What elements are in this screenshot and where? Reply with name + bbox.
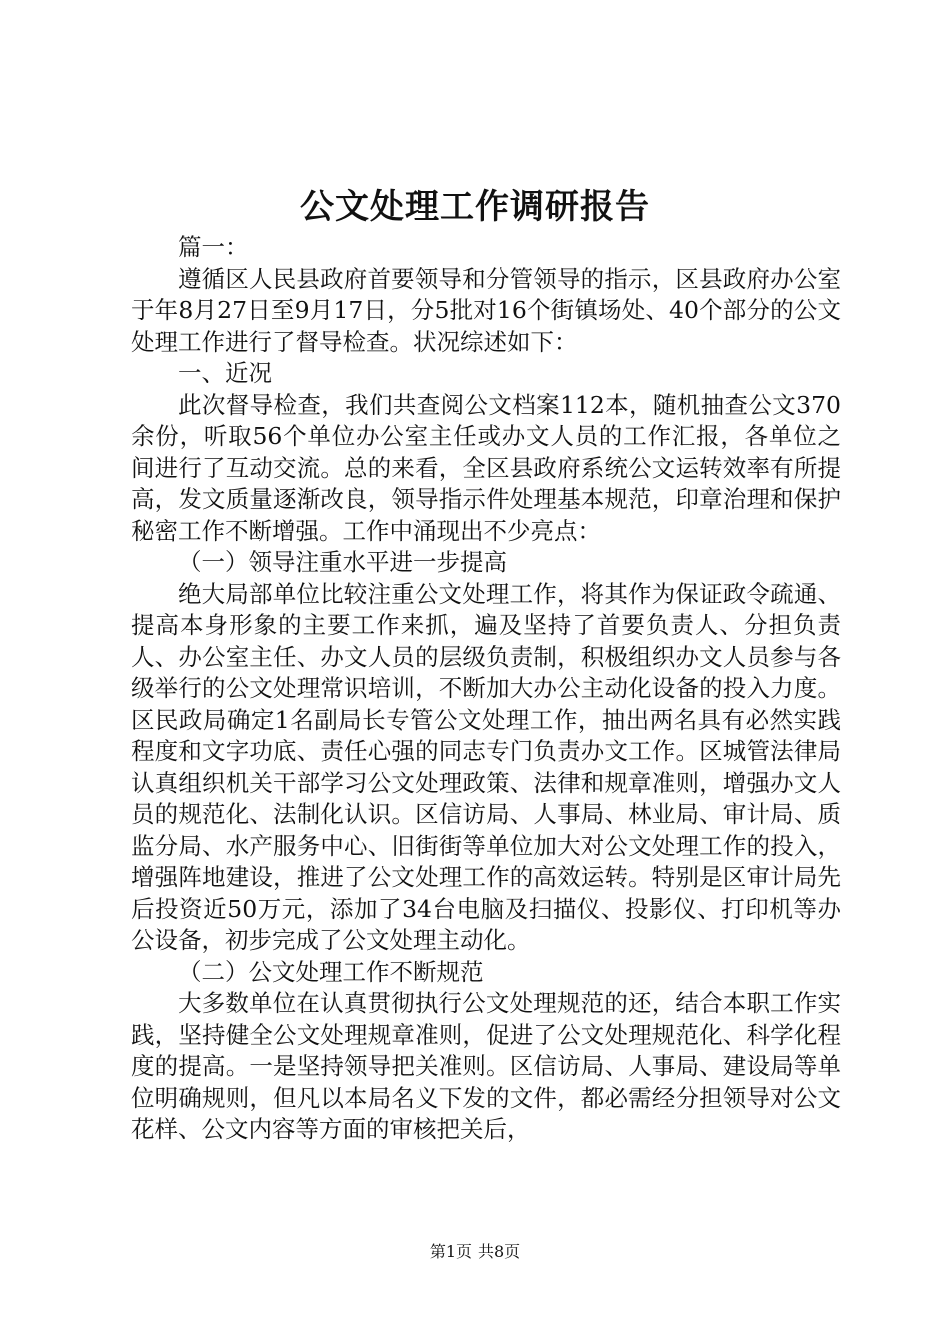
subheading-standardization: （二）公文处理工作不断规范 [178, 957, 484, 986]
paragraph-standardization: 大多数单位在认真贯彻执行公文处理规范的还，结合本职工作实践，坚持健全公文处理规章准则，促进了公文处理规范化、科学化程度的提高。一是坚持领导把关准则。区信访局、人事局、建设局等单位明确规则，但凡以本局名义下发的文件，都必需经分担领导对公文花样、公文内容等方面的审核把关后， [131, 989, 841, 1143]
heading-current-status: 一、近况 [178, 359, 272, 387]
page-total: 共8页 [478, 1242, 521, 1261]
paragraph-inspection-summary: 此次督导检查，我们共查阅公文档案112本，随机抽查公文370余份，听取56个单位办公室主任或办文人员的工作汇报，各单位之间进行了互动交流。总的来看，全区县政府系统公文运转效率有所提高，发文质量逐渐改良，领导指示件处理基本规范，印章治理和保护秘密工作不断增强。工作中涌现出不少亮点： [131, 390, 841, 545]
paragraph-leadership: 绝大局部单位比较注重公文处理工作，将其作为保证政令疏通、提高本身形象的主要工作来抓，遍及坚持了首要负责人、分担负责人、办公室主任、办文人员的层级负责制，积极组织办文人员参与各级举行的公文处理常识培训，不断加大办公主动化设备的投入力度。区民政局确定1名副局长专管公文处理工作，抽出两名具有必然实践程度和文字功底、责任心强的同志专门负责办文工作。区城管法律局认真组织机关干部学习公文处理政策、法律和规章准则，增强办文人员的规范化、法制化认识。区信访局、人事局、林业局、审计局、质监分局、水产服务中心、旧街街等单位加大对公文处理工作的投入，增强阵地建设，推进了公文处理工作的高效运转。特别是区审计局先后投资近50万元，添加了34台电脑及扫描仪、投影仪、打印机等办公设备，初步完成了公文处理主动化。 [131, 579, 841, 954]
paragraph-intro: 遵循区人民县政府首要领导和分管领导的指示，区县政府办公室于年8月27日至9月17日，分5批对16个街镇场处、40个部分的公文处理工作进行了督导检查。状况综述如下： [131, 264, 841, 356]
document-title: 公文处理工作调研报告 [300, 187, 650, 227]
document-body [131, 232, 841, 1146]
paragraph-section-label: 篇一： [178, 233, 249, 261]
subheading-leadership: （一）领导注重水平进一步提高 [178, 548, 507, 576]
page-footer [0, 1240, 950, 1264]
page-number: 第1页 [429, 1242, 472, 1261]
